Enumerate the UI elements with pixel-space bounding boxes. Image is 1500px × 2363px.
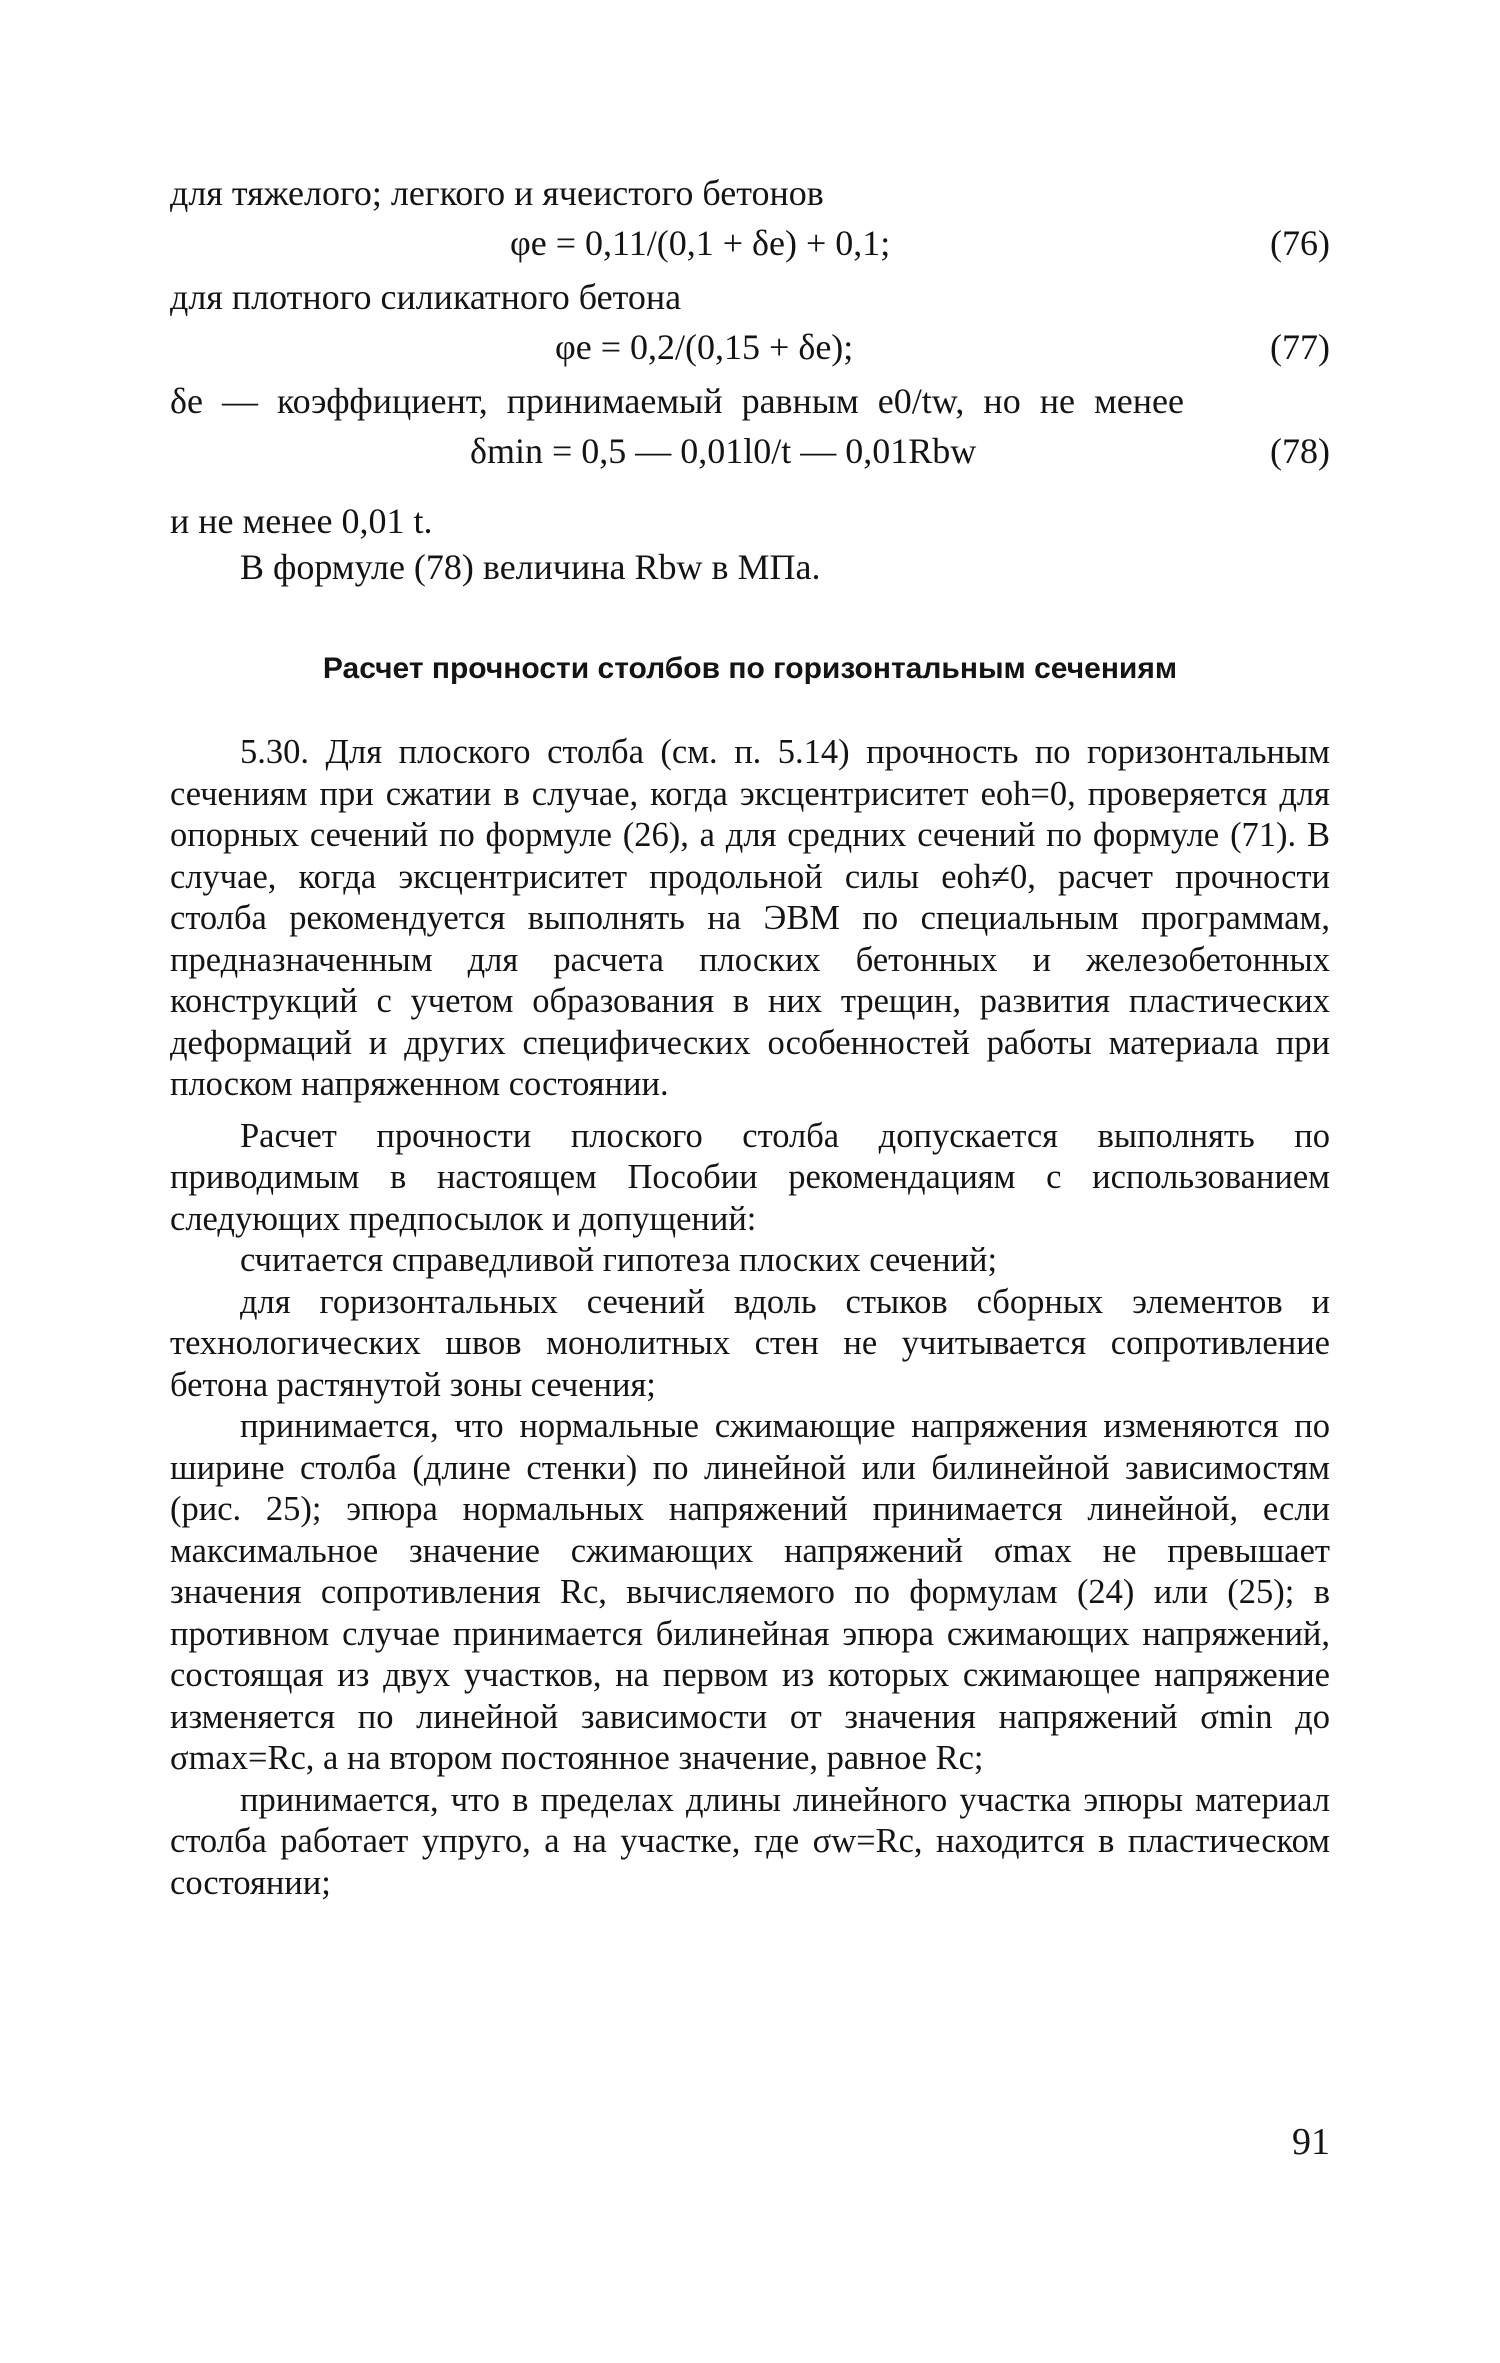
formula-77: φe = 0,2/(0,15 + δe); xyxy=(555,327,854,367)
text-line-2: для плотного силикатного бетона xyxy=(170,277,682,317)
text-line-3: δe — коэффициент, принимаемый равным e0/tw, но не менее xyxy=(170,381,1184,421)
paragraph-assumption-3: принимается, что нормальные сжимающие напряжения изменяются по ширине столба (длине стенки) по линейной или билинейной зависимостям (рис. 25); эпюра нормальных напряжений принимается линейной, если максимальное значение сжимающих напряжений σmax не превышает значения сопротивления Rc, вычисляемого по формулам (24) или (25); в противном случае принимается билинейная эпюра сжимающих напряжений, состоящая из двух участков, на первом из которых сжимающее напряжение изменяется по линейной зависимости от значения напряжений σmin до σmax=Rc, а на втором постоянное значение, равное Rc; xyxy=(170,1407,1330,1777)
section-heading: Расчет прочности столбов по горизонтальным сечениям xyxy=(322,652,1178,685)
equation-76 xyxy=(170,216,1330,274)
page-number: 91 xyxy=(1292,2121,1330,2163)
equation-77 xyxy=(170,320,1330,378)
text-line-5: В формуле (78) величина Rbw в МПа. xyxy=(240,547,821,587)
formula-78: δmin = 0,5 — 0,01l0/t — 0,01Rbw xyxy=(470,431,977,471)
equation-78 xyxy=(170,424,1330,482)
paragraph-assumption-2: для горизонтальных сечений вдоль стыков сборных элементов и технологических швов монолитных стен не учитывается сопротивление бетона растянутой зоны сечения; xyxy=(170,1282,1330,1404)
paragraph-5-30: 5.30. Для плоского столба (см. п. 5.14) прочность по горизонтальным сечениям при сжатии в случае, когда эксцентриситет eoh=0, проверяется для опорных сечений по формуле (26), а для средних сечений по формуле (71). В случае, когда эксцентриситет продольной силы eoh≠0, расчет прочности столба рекомендуется выполнять на ЭВМ по специальным программам, предназначенным для расчета плоских бетонных и железобетонных конструкций с учетом образования в них трещин, развития пластических деформаций и других специфических особенностей работы материала при плоском напряженном состоянии. xyxy=(170,733,1330,1103)
paragraph-assumptions-intro: Расчет прочности плоского столба допускается выполнять по приводимым в настоящем Пособии рекомендациям с использованием следующих предпосылок и допущений: xyxy=(170,1116,1330,1238)
equation-number-76: (76) xyxy=(1270,223,1330,263)
text-line-4: и не менее 0,01 t. xyxy=(170,501,433,541)
equation-number-78: (78) xyxy=(1270,431,1330,471)
formula-76: φe = 0,11/(0,1 + δe) + 0,1; xyxy=(510,223,891,263)
paragraph-assumption-4: принимается, что в пределах длины линейного участка эпюры материал столба работает упруго, а на участке, где σw=Rc, находится в пластическом состоянии; xyxy=(170,1780,1330,1902)
equation-number-77: (77) xyxy=(1270,327,1330,367)
text-line-1: для тяжелого; легкого и ячеистого бетонов xyxy=(170,173,824,213)
page-content xyxy=(170,170,1330,1904)
paragraph-assumption-1: считается справедливой гипотеза плоских сечений; xyxy=(240,1241,998,1279)
